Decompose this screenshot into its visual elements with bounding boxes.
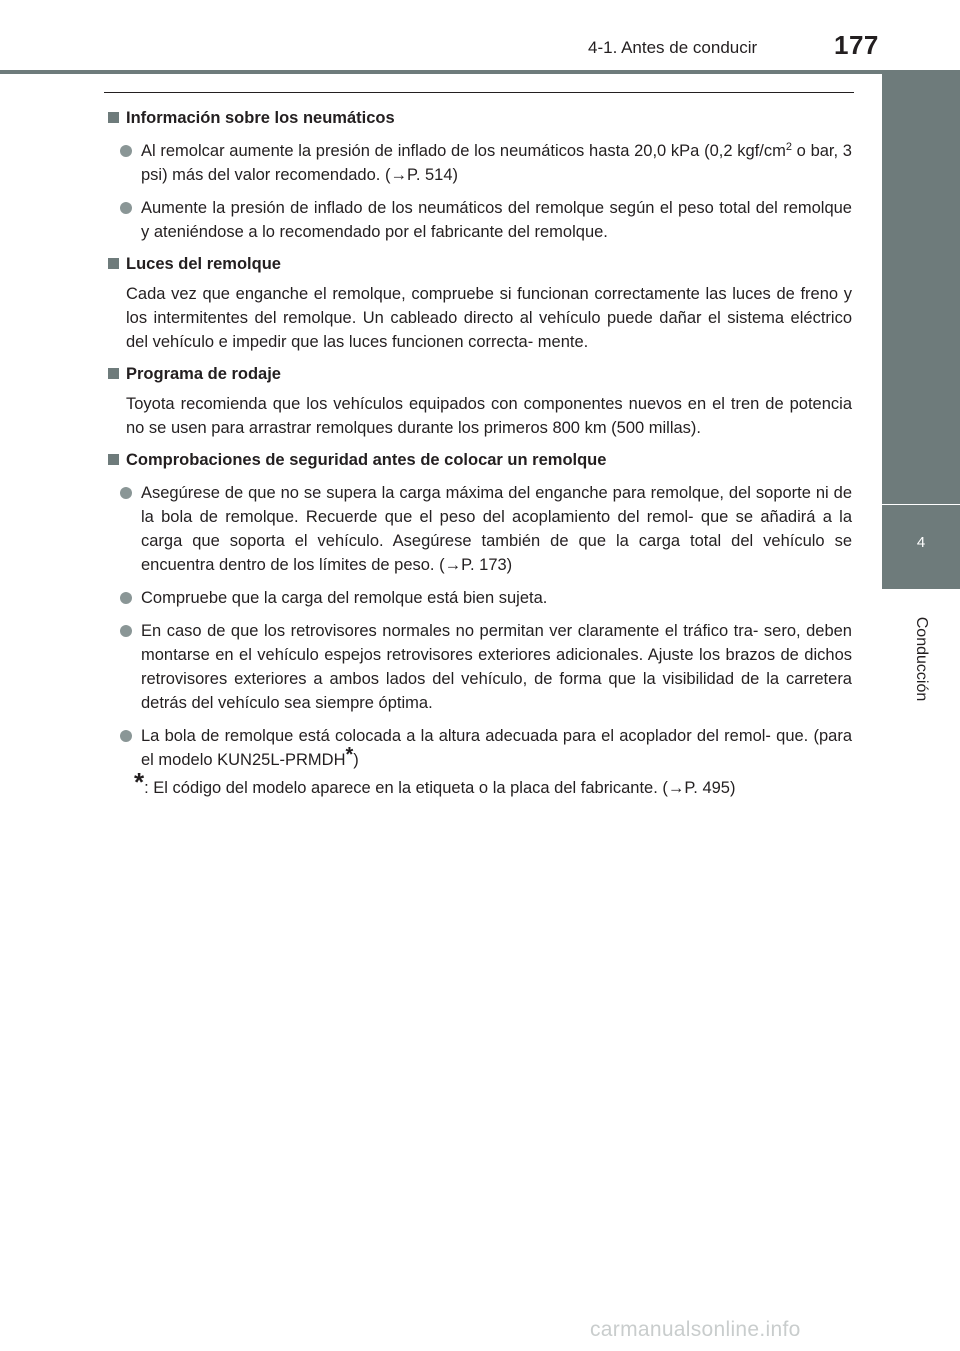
page-reference-link[interactable]: P. 495) [684,779,736,797]
asterisk-icon: * [134,767,145,797]
arrow-icon: → [667,779,685,797]
list-item-text [141,139,852,187]
text-run: : El código del modelo aparece en la etiqueta o la placa del fabricante. ( [144,779,668,797]
circle-bullet-icon [120,625,132,637]
circle-bullet-icon [120,592,132,604]
asterisk-icon: * [345,744,354,766]
list-item-text: En caso de que los retrovisores normales no permitan ver claramente el tráfico tra- sero, deben montarse en el vehículo espejos retrovisores exteriores adicionales. Ajuste los brazos de dichos retrovisores exteriores a ambos lados del vehículo, de forma que la visibilidad de la carretera detrás del vehículo sea siempre óptima. [141,622,852,712]
text-run: o bar, 3 psi) más del valor recomendado. ( [141,142,852,184]
header-section-title: 4-1. Antes de conducir [588,38,758,57]
section-heading-lights [106,252,852,276]
section-heading-tires [106,106,852,130]
text-run: ) [353,751,359,769]
list-item [120,196,852,244]
side-tab-strip [882,74,960,504]
list-item-text [141,724,852,772]
circle-bullet-icon [120,202,132,214]
paragraph: Cada vez que enganche el remolque, compruebe si funcionan correctamente las luces de freno y los intermitentes del remolque. Un cableado directo al vehículo puede dañar el sistema eléctrico del vehículo e impedir que las luces funcionen correcta- mente. [126,285,852,351]
paragraph: Toyota recomienda que los vehículos equipados con componentes nuevos en el tren de potencia no se usen para arrastrar remolques durante los primeros 800 km (500 millas). [126,395,852,437]
section-heading-safety [106,448,852,472]
text-run: Asegúrese de que no se supera la carga máxima del enganche para remolque, del soporte ni de la bola de remolque. Recuerde que el peso del acoplamiento del remol- que se añadirá a la carga que soporta el vehículo. Asegúrese también de que la carga total del vehículo se encuentra dentro de los límites de peso. ( [141,484,852,574]
circle-bullet-icon [120,730,132,742]
footnote [134,767,852,800]
heading-text: Luces del remolque [126,255,281,273]
square-bullet-icon [108,368,119,379]
top-rule [104,92,854,93]
heading-text: Información sobre los neumáticos [126,109,395,127]
section-heading-break-in [106,362,852,386]
list-item-text: Compruebe que la carga del remolque está bien sujeta. [141,589,548,607]
list-item-text: Aumente la presión de inflado de los neumáticos del remolque según el peso total del remolque y ateniéndose a lo recomendado por el fabricante del remolque. [141,199,852,241]
superscript: 2 [785,141,792,153]
page-content [106,106,852,800]
text-run: La bola de remolque está colocada a la altura adecuada para el acoplador del remol- que. (para el modelo KUN25L-PRMDH [141,727,852,769]
page-number: 177 [834,30,879,60]
page-reference-link[interactable]: P. 173) [461,556,513,574]
square-bullet-icon [108,112,119,123]
list-item [120,619,852,715]
circle-bullet-icon [120,487,132,499]
list-item-text [141,481,852,577]
list-item [120,724,852,772]
watermark: carmanualsonline.info [590,1318,801,1341]
page-reference-link[interactable]: P. 514) [406,166,459,184]
square-bullet-icon [108,454,119,465]
arrow-icon: → [390,166,407,184]
header-bar [0,70,960,74]
circle-bullet-icon [120,145,132,157]
heading-text: Programa de rodaje [126,365,281,383]
list-item [120,586,852,610]
list-item [120,481,852,577]
list-item [120,139,852,187]
text-run: Al remolcar aumente la presión de inflado de los neumáticos hasta 20,0 kPa (0,2 kgf/cm [141,142,786,160]
arrow-icon: → [444,556,462,574]
square-bullet-icon [108,258,119,269]
chapter-tab-number[interactable]: 4 [882,505,960,589]
heading-text: Comprobaciones de seguridad antes de colocar un remolque [126,451,607,469]
chapter-tab-label: Conducción [913,616,930,702]
